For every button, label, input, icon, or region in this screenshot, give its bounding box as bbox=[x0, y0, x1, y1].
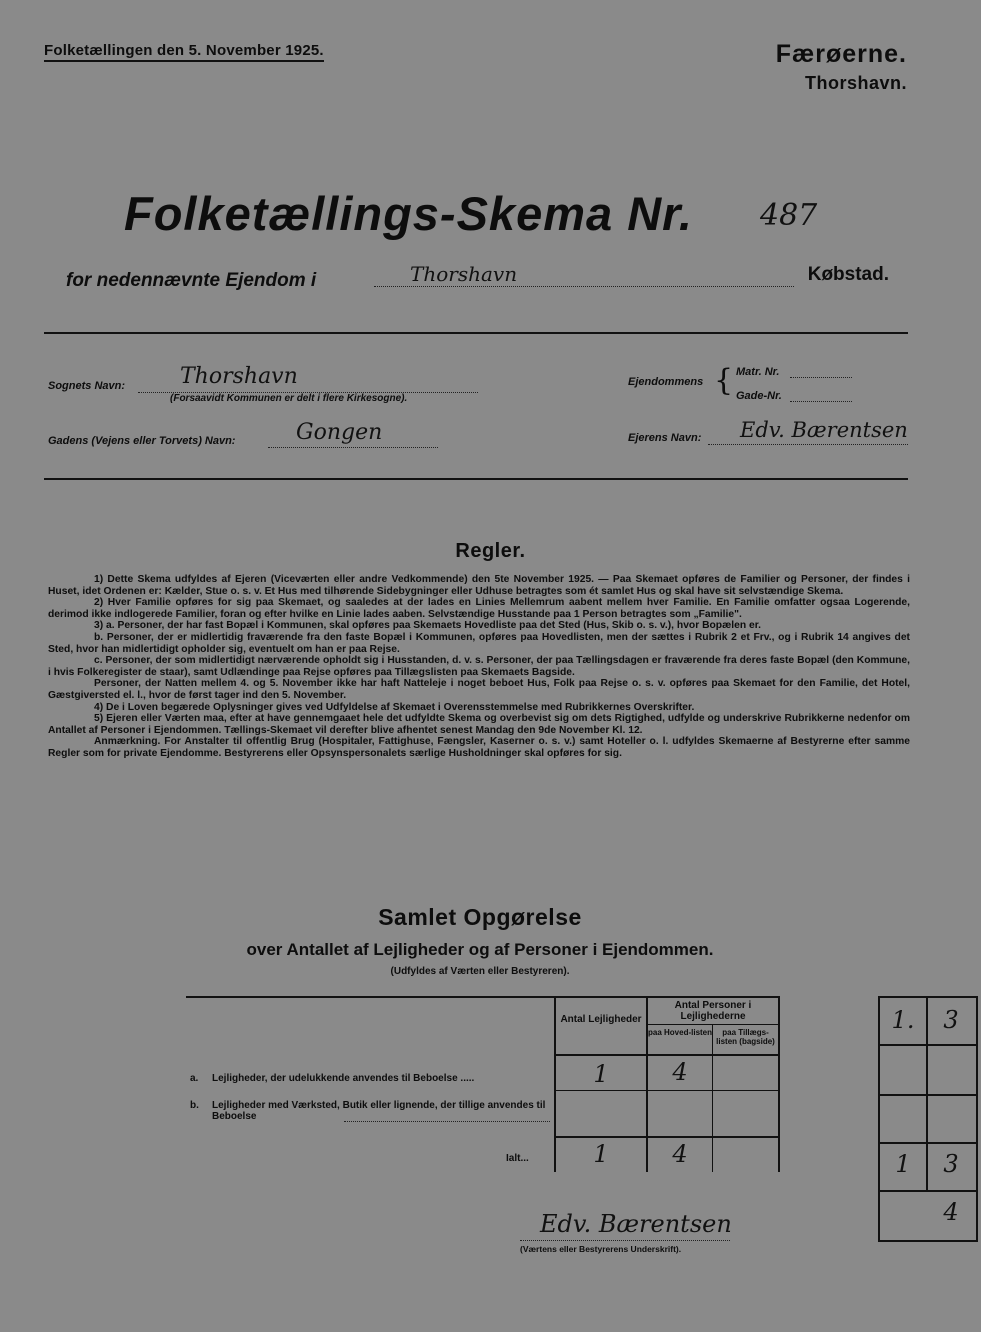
row-a-hovedlisten: 4 bbox=[672, 1058, 688, 1086]
town-line bbox=[374, 286, 794, 287]
sogn-value: Thorshavn bbox=[180, 364, 298, 389]
census-date-header: Folketællingen den 5. November 1925. bbox=[44, 42, 324, 62]
ialt-hovedlisten: 4 bbox=[672, 1140, 688, 1168]
matr-label: Matr. Nr. bbox=[736, 366, 780, 378]
ialt-label: Ialt... bbox=[506, 1153, 529, 1164]
form-title: Folketællings-Skema Nr. bbox=[124, 187, 693, 240]
ejendom-brace: { bbox=[714, 363, 734, 398]
side-r1-left: 1. bbox=[891, 1006, 915, 1034]
ejer-value: Edv. Bærentsen bbox=[740, 418, 908, 442]
row-b-dotline bbox=[344, 1121, 550, 1122]
row-a-letter: a. bbox=[190, 1073, 199, 1084]
row-b-label: Lejligheder med Værksted, Butik eller lignende, der tillige anvendes til Beboelse bbox=[212, 1100, 546, 1122]
sogn-label: Sognets Navn: bbox=[48, 380, 126, 392]
table-row-line bbox=[554, 1090, 780, 1091]
row-b-letter: b. bbox=[190, 1100, 199, 1111]
subtitle-right: Købstad. bbox=[807, 264, 889, 285]
rule-paragraph: 1) Dette Skema udfyldes af Ejeren (Viceværten eller andre Vedkommende) den 5te November 1925. — Paa Skemaet opføres de Familier og Personer, der findes i Huset, idet Ordenen er: Kælder, Stue o. s. v. Et Hus med tilhørende Sidebygninger eller Udhuse betragtes som ét samlet Hus og skal have sit selvstændige Skema. bbox=[48, 574, 910, 597]
regler-heading: Regler. bbox=[455, 540, 526, 562]
col-hovedlisten-header: paa Hoved-listen bbox=[648, 1028, 713, 1037]
regler-text bbox=[48, 574, 910, 760]
ejendom-label: Ejendommens bbox=[628, 376, 704, 388]
sogn-note: (Forsaavidt Kommunen er delt i flere Kirkesogne). bbox=[170, 393, 408, 404]
table-subheader-line bbox=[648, 1024, 778, 1025]
gade-line bbox=[268, 447, 438, 448]
town-header: Thorshavn. bbox=[804, 73, 907, 93]
ejer-label: Ejerens Navn: bbox=[628, 432, 702, 444]
table-header-bottom bbox=[554, 1054, 780, 1056]
divider-fields bbox=[44, 478, 908, 480]
rule-paragraph: 4) De i Loven begærede Oplysninger gives ved Udfyldelse af Skemaet i Overensstemmelse med Rubrikkernes Overskrifter. bbox=[94, 701, 695, 713]
col-lejligheder-header: Antal Lejligheder bbox=[560, 1014, 642, 1025]
side-r4-left: 1 bbox=[895, 1150, 911, 1178]
rule-paragraph: 2) Hver Familie opføres for sig paa Skemaet, og saaledes at der lades en Linies Mellemrum aabent mellem hver Familie. En Familie omfatter ogsaa Logerende, derimod ikke indlogerede Familier, foran og efter hvilke en Linie lades aaben. Selvstændige Husstande paa 1 Person betragtes som „Familie". bbox=[48, 597, 910, 620]
subtitle-left: for nedennævnte Ejendom i bbox=[66, 270, 317, 291]
opgorelse-heading: Samlet Opgørelse bbox=[378, 904, 582, 930]
rule-paragraph: c. Personer, der som midlertidigt nærværende opholdt sig i Husstanden, d. v. s. Personer, der paa Tællingsdagen er fraværende fra deres faste Bopæl (den Kommune, i hvis Folkeregister de staar), samt Udlændinge paa Rejse opføres paa Tillægslisten paa Skemaets Bagside. bbox=[48, 655, 910, 678]
table-col-line bbox=[778, 996, 780, 1172]
side-r4-right: 3 bbox=[943, 1150, 959, 1178]
gade-label: Gadens (Vejens eller Torvets) Navn: bbox=[48, 435, 236, 447]
opgorelse-note: (Udfyldes af Værten eller Bestyreren). bbox=[390, 966, 570, 977]
form-number: 487 bbox=[760, 198, 818, 233]
divider-top bbox=[44, 332, 908, 334]
rule-paragraph: b. Personer, der er midlertidig fraværende fra den faste Bopæl i Kommunen, opføres paa Hovedlisten, men der sættes i Rubrik 2 et Frv., og i Rubrik 14 angives det Sted, hvor han midlertidigt opholder sig, eventuelt om han er paa Rejse. bbox=[48, 631, 910, 655]
col-tillaeg-header: paa Tillægs-listen (bagside) bbox=[716, 1028, 775, 1046]
signature-caption: (Værtens eller Bestyrerens Underskrift). bbox=[520, 1244, 682, 1254]
table-row-line bbox=[554, 1136, 780, 1138]
ejer-line bbox=[708, 444, 908, 445]
rule-annotation: Anmærkning. For Anstalter til offentlig Brug (Hospitaler, Fattighuse, Fængsler, Kaserner o. s. v.) samt Hoteller o. l. udfyldes Skemaerne af Bestyrerne efter samme Regler som for private Ejendomme. Bestyrerens eller Opsynspersonalets særlige Husholdninger skal opføres for sig. bbox=[48, 736, 910, 759]
opgorelse-subheading: over Antallet af Lejligheder og af Personer i Ejendommen. bbox=[246, 940, 714, 959]
side-box-row-line bbox=[878, 1142, 976, 1144]
town-value: Thorshavn bbox=[410, 262, 518, 286]
table-top-border bbox=[186, 996, 780, 998]
gade-nr-line bbox=[790, 401, 852, 402]
gade-value: Gongen bbox=[296, 420, 383, 445]
rule-paragraph: 5) Ejeren eller Værten maa, efter at have gennemgaaet hele det udfyldte Skema og overbevist sig om dets Rigtighed, udfylde og underskrive Rubrikkerne nedenfor om Antallet af Personer i Ejendommen. Tællings-Skemaet vil derefter blive afhentet senest Mandag den 9de November Kl. 12. bbox=[48, 713, 910, 736]
rule-paragraph: Personer, der Natten mellem 4. og 5. November ikke har haft Natteleje i noget beboet Hus, Folk paa Rejse o. s. v. opføres paa Skemaet for den Familie, det Hotel, Gæstgiversted el. l., hvor de først tager ind den 5. November. bbox=[48, 678, 910, 701]
matr-line bbox=[790, 377, 852, 378]
col-personer-header: Antal Personer i Lejlighederne bbox=[674, 1000, 752, 1022]
row-a-label: Lejligheder, der udelukkende anvendes til Beboelse ..... bbox=[212, 1073, 475, 1084]
gade-nr-label: Gade-Nr. bbox=[736, 390, 782, 402]
row-a-lejligheder: 1 bbox=[593, 1060, 609, 1088]
side-r5: 4 bbox=[943, 1198, 959, 1226]
ialt-lejligheder: 1 bbox=[593, 1140, 609, 1168]
side-box-row-line bbox=[878, 1094, 976, 1096]
side-box-row-line bbox=[878, 1044, 976, 1046]
table-col-line bbox=[712, 1024, 713, 1172]
signature-line bbox=[520, 1240, 730, 1241]
side-box-row-line bbox=[878, 1190, 976, 1192]
signature-value: Edv. Bærentsen bbox=[540, 1210, 732, 1238]
rule-paragraph: 3) a. Personer, der har fast Bopæl i Kommunen, skal opføres paa Skemaets Hovedliste paa det Sted (Hus, Skib o. s. v.), hvor Bopælen er. bbox=[94, 620, 762, 632]
side-r1-right: 3 bbox=[943, 1006, 959, 1034]
region-header: Færøerne. bbox=[775, 40, 907, 68]
